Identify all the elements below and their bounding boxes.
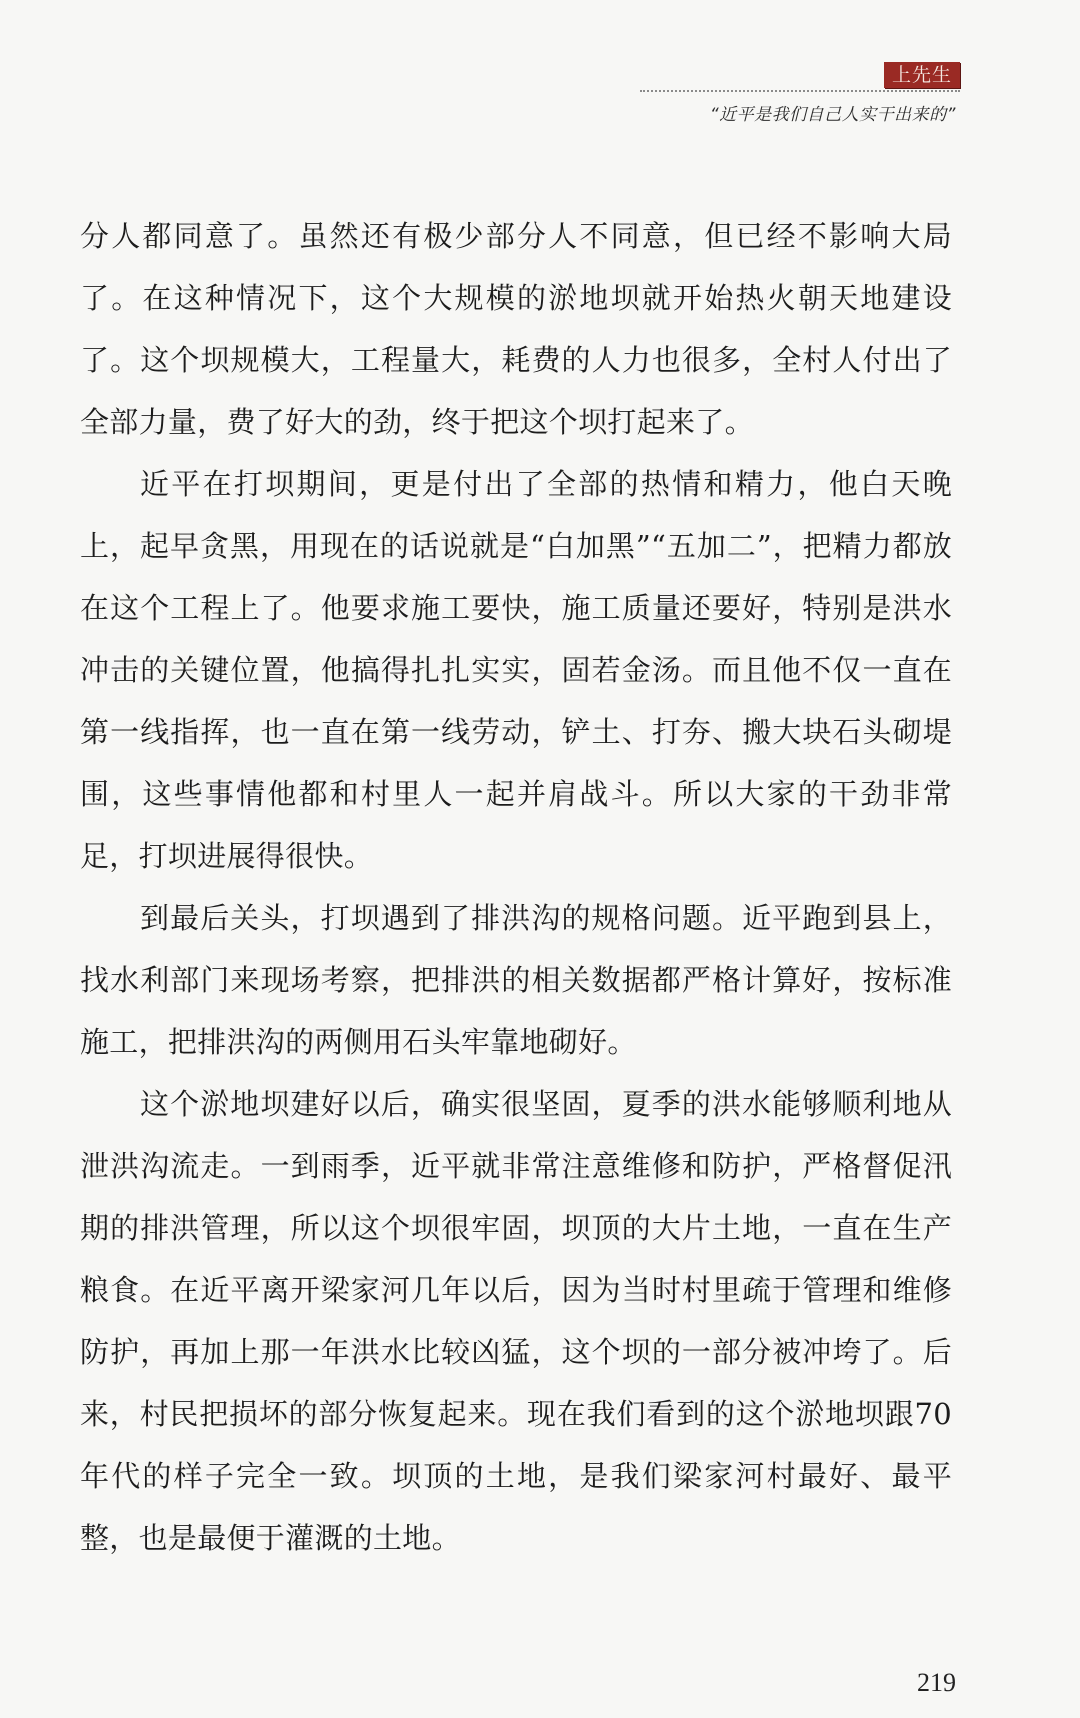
chapter-badge: 上先生 bbox=[884, 62, 960, 88]
paragraph-continued: 分人都同意了。虽然还有极少部分人不同意，但已经不影响大局了。在这种情况下，这个大规模的淤地坝就开始热火朝天地建设了。这个坝规模大，工程量大，耗费的人力也很多，全村人付出了全部力量，费了好大的劲，终于把这个坝打起来了。 bbox=[80, 219, 952, 439]
body-text bbox=[80, 205, 952, 1569]
paragraph: 这个淤地坝建好以后，确实很坚固，夏季的洪水能够顺利地从泄洪沟流走。一到雨季，近平就非常注意维修和防护，严格督促汛期的排洪管理，所以这个坝很牢固，坝顶的大片土地，一直在生产粮食。在近平离开梁家河几年以后，因为当时村里疏于管理和维修防护，再加上那一年洪水比较凶猛，这个坝的一部分被冲垮了。后来，村民把损坏的部分恢复起来。现在我们看到的这个淤地坝跟70年代的样子完全一致。坝顶的土地，是我们梁家河村最好、最平整，也是最便于灌溉的土地。 bbox=[80, 1087, 952, 1555]
page-number: 219 bbox=[917, 1668, 956, 1697]
paragraph: 到最后关头，打坝遇到了排洪沟的规格问题。近平跑到县上，找水利部门来现场考察，把排洪的相关数据都严格计算好，按标准施工，把排洪沟的两侧用石头牢靠地砌好。 bbox=[80, 901, 952, 1059]
running-header bbox=[640, 62, 960, 132]
header-divider bbox=[640, 90, 960, 92]
paragraph: 近平在打坝期间，更是付出了全部的热情和精力，他白天晚上，起早贪黑，用现在的话说就是“白加黑”“五加二”，把精力都放在这个工程上了。他要求施工要快，施工质量还要好，特别是洪水冲击的关键位置，他搞得扎扎实实，固若金汤。而且他不仅一直在第一线指挥，也一直在第一线劳动，铲土、打夯、搬大块石头砌堤围，这些事情他都和村里人一起并肩战斗。所以大家的干劲非常足，打坝进展得很快。 bbox=[80, 467, 952, 873]
chapter-subtitle: “近平是我们自己人实干出来的” bbox=[709, 105, 956, 125]
